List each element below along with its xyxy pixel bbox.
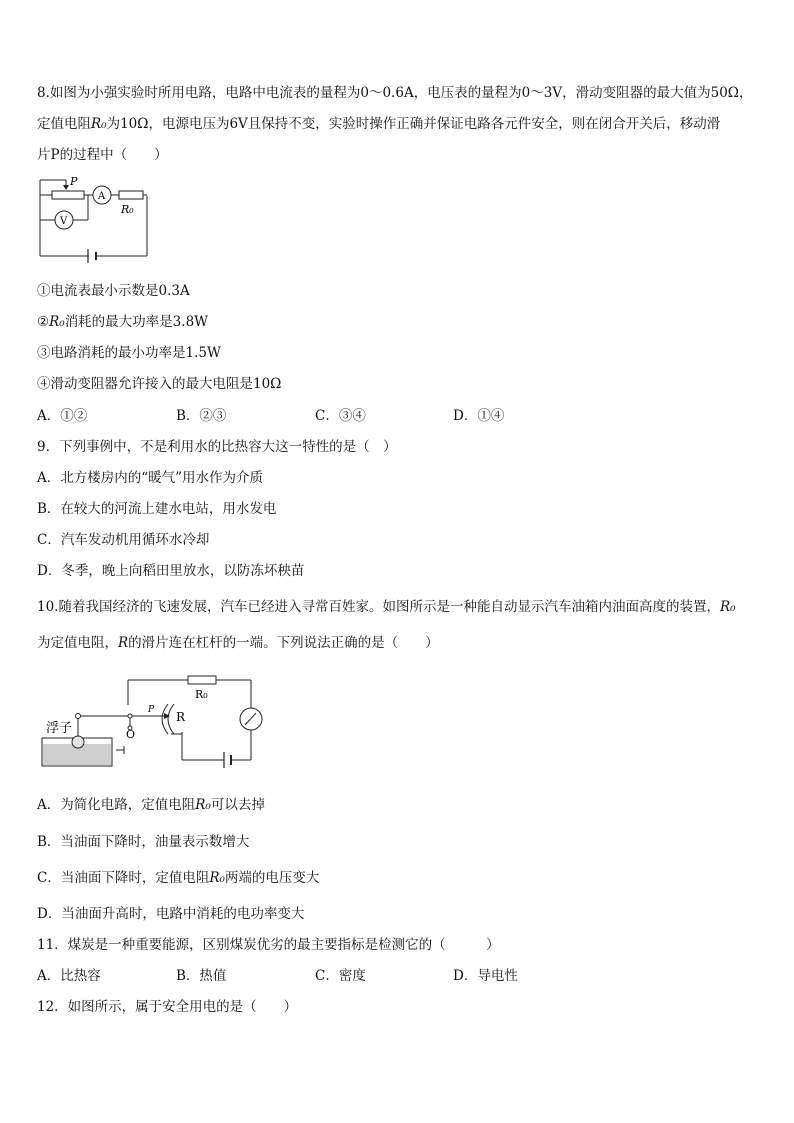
q11-option-c[interactable]: C．密度 bbox=[315, 968, 366, 984]
q10-var-r: R bbox=[118, 635, 129, 651]
q8-stem-text-b: 为10Ω，电源电压为6V且保持不变，实验时操作正确并保证电路各元件安全，则在闭合开关后，移动滑 bbox=[106, 116, 721, 132]
q8-circuit-diagram bbox=[36, 176, 152, 266]
q10-stem-text-c: 为定值电阻， bbox=[37, 635, 118, 651]
q9-stem: 9．下列事例中，不是利用水的比热容大这一特性的是（ ） bbox=[37, 439, 397, 455]
q8-statement-3: ③电路消耗的最小功率是1.5W bbox=[37, 345, 221, 361]
q12-stem: 12．如图所示，属于安全用电的是（ ） bbox=[37, 999, 298, 1015]
q8-option-c[interactable]: C．③④ bbox=[315, 408, 366, 424]
q10-var-r0: R₀ bbox=[719, 599, 736, 615]
q9-option-d[interactable]: D．冬季，晚上向稻田里放水，以防冻坏秧苗 bbox=[37, 563, 305, 579]
q11-option-a[interactable]: A．比热容 bbox=[37, 968, 101, 984]
q10-stem-text-d: 的滑片连在杠杆的一端。下列说法正确的是（ ） bbox=[128, 635, 439, 651]
q10-option-b[interactable]: B．当油面下降时，油量表示数增大 bbox=[37, 834, 250, 850]
q10-stem-line-1 bbox=[37, 598, 736, 616]
q8-statement-4: ④滑动变阻器允许接入的最大电阻是10Ω bbox=[37, 376, 282, 392]
q11-option-b[interactable]: B．热值 bbox=[176, 968, 227, 984]
q10-stem-text-a: 10.随着我国经济的飞速发展，汽车已经进入寻常百姓家。如图所示是一种能自动显示汽车油箱内油面高度的装置， bbox=[37, 599, 720, 615]
q8-option-b[interactable]: B．②③ bbox=[176, 408, 227, 424]
q10-label-p: P bbox=[148, 705, 155, 715]
q10-label-o: O bbox=[126, 728, 136, 741]
q9-option-b[interactable]: B．在较大的河流上建水电站，用水发电 bbox=[37, 501, 277, 517]
q8-rheostat-symbol bbox=[52, 191, 84, 199]
q8-label-a: A bbox=[98, 191, 106, 202]
q10-option-c[interactable] bbox=[37, 869, 319, 887]
q11-stem: 11．煤炭是一种重要能源，区别煤炭优劣的最主要指标是检测它的（ ） bbox=[37, 937, 500, 953]
q10-stem-line-2 bbox=[37, 634, 439, 652]
q10-label-float: 浮子 bbox=[46, 721, 73, 736]
q8-label-r0: R₀ bbox=[121, 203, 134, 216]
q10-float-ball bbox=[72, 736, 84, 748]
q8-statement-1: ①电流表最小示数是0.3A bbox=[37, 283, 190, 299]
q10-option-c-var: R₀ bbox=[209, 870, 225, 886]
q9-option-c[interactable]: C．汽车发动机用循环水冷却 bbox=[37, 532, 210, 548]
q9-option-a[interactable]: A．北方楼房内的“暖气”用水作为介质 bbox=[37, 470, 264, 486]
q8-stem-line-1: 8.如图为小强实验时所用电路，电路中电流表的量程为0～0.6A，电压表的量程为0～3V，滑动变阻器的最大值为50Ω， bbox=[37, 85, 753, 101]
q8-option-d[interactable]: D．①④ bbox=[453, 408, 505, 424]
q10-option-a-text-end: 可以去掉 bbox=[210, 797, 265, 813]
q8-option-a[interactable]: A．①② bbox=[37, 408, 88, 424]
q8-label-p: P bbox=[70, 175, 78, 188]
q10-option-d[interactable]: D．当油面升高时，电路中消耗的电功率变大 bbox=[37, 906, 305, 922]
q8-stem-line-2 bbox=[37, 115, 720, 133]
q10-rheostat-arc bbox=[162, 704, 168, 734]
q10-option-a[interactable] bbox=[37, 796, 265, 814]
q10-fuel-gauge-diagram bbox=[40, 672, 270, 772]
q10-r0-symbol bbox=[188, 676, 216, 684]
q8-statement-2-a: ② bbox=[37, 314, 50, 330]
q10-option-a-var: R₀ bbox=[195, 797, 211, 813]
q8-stem-line-3: 片P的过程中（ ） bbox=[37, 147, 168, 163]
q8-r0-symbol bbox=[119, 191, 143, 199]
q8-var-r0: R₀ bbox=[91, 116, 107, 132]
q8-statement-2-b: 消耗的最大功率是3.8W bbox=[64, 314, 209, 330]
q8-statement-2 bbox=[37, 313, 208, 331]
q10-label-r: R bbox=[176, 710, 186, 724]
q10-option-a-text: A．为简化电路，定值电阻 bbox=[37, 797, 196, 813]
q8-label-v: V bbox=[60, 216, 68, 227]
q10-option-c-text-end: 两端的电压变大 bbox=[224, 870, 320, 886]
q10-option-c-text: C．当油面下降时，定值电阻 bbox=[37, 870, 210, 886]
q8-statement-2-var: R₀ bbox=[49, 314, 65, 330]
q11-option-d[interactable]: D．导电性 bbox=[453, 968, 518, 984]
q10-label-r0: R₀ bbox=[195, 688, 208, 701]
q8-stem-text-a: 定值电阻 bbox=[37, 116, 91, 132]
